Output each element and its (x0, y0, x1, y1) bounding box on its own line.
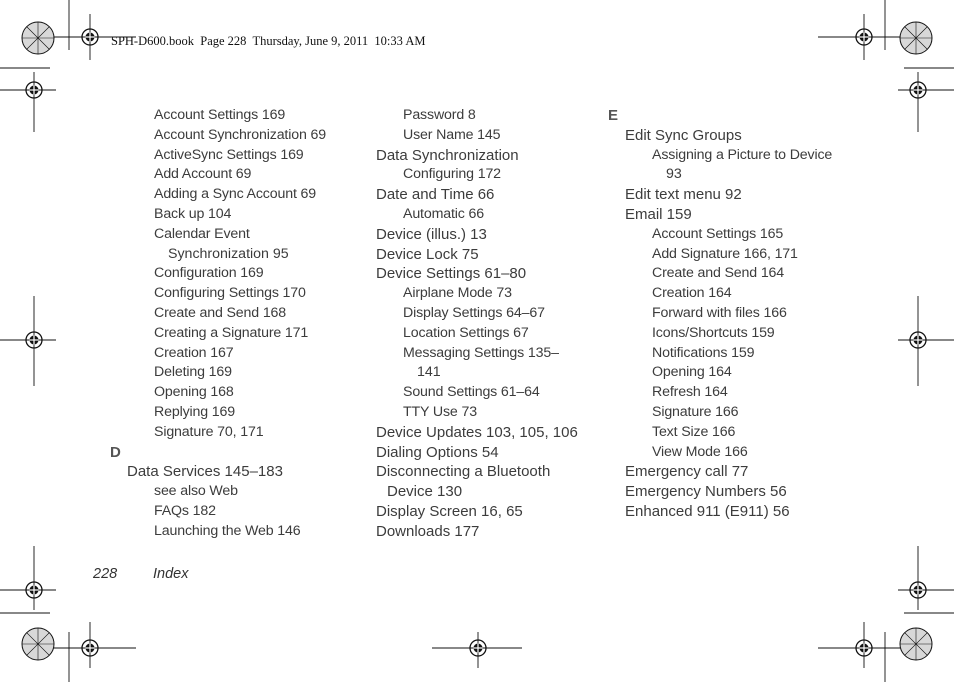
index-entry: Account Synchronization 69 (154, 126, 326, 143)
index-entry: Device 130 (387, 483, 463, 501)
index-entry: Opening 168 (154, 384, 234, 401)
index-entry: Display Screen 16, 65 (376, 502, 523, 520)
index-entry: Emergency Numbers 56 (625, 483, 787, 501)
index-entry: Downloads 177 (376, 522, 480, 540)
index-entry: Add Signature 166, 171 (652, 245, 798, 262)
index-entry: FAQs 182 (154, 502, 216, 519)
index-entry: Deleting 169 (154, 364, 232, 381)
index-entry: Configuration 169 (154, 265, 264, 282)
index-entry: Edit text menu 92 (625, 186, 742, 204)
index-entry: Sound Settings 61–64 (403, 384, 540, 401)
index-entry: Messaging Settings 135– (403, 344, 559, 361)
index-entry: Data Synchronization (376, 146, 519, 164)
index-entry: Calendar Event (154, 225, 250, 242)
index-entry: 141 (417, 364, 441, 381)
index-letter-heading: E (608, 107, 619, 124)
index-entry: Edit Sync Groups (625, 126, 742, 144)
index-entry: Device (illus.) 13 (376, 225, 487, 243)
index-entry: 93 (666, 166, 682, 183)
index-entry: Date and Time 66 (376, 186, 495, 204)
index-entry: Creating a Signature 171 (154, 324, 309, 341)
index-entry: Opening 164 (652, 364, 732, 381)
index-entry: Text Size 166 (652, 423, 736, 440)
section-title: Index (153, 566, 189, 582)
index-entry: Assigning a Picture to Device (652, 146, 833, 163)
index-entry: Display Settings 64–67 (403, 304, 545, 321)
index-entry: User Name 145 (403, 126, 501, 143)
index-entry: Automatic 66 (403, 205, 485, 222)
index-entry: Refresh 164 (652, 384, 728, 401)
index-entry: TTY Use 73 (403, 403, 477, 420)
index-entry: Launching the Web 146 (154, 522, 301, 539)
index-entry: Back up 104 (154, 205, 232, 222)
index-entry: ActiveSync Settings 169 (154, 146, 304, 163)
index-entry: Creation 167 (154, 344, 234, 361)
index-entry: Signature 70, 171 (154, 423, 264, 440)
index-entry: Emergency call 77 (625, 463, 749, 481)
index-entry: Device Settings 61–80 (376, 265, 527, 283)
index-entry: Airplane Mode 73 (403, 285, 512, 302)
index-entry: Dialing Options 54 (376, 443, 499, 461)
index-entry: Replying 169 (154, 403, 236, 420)
index-entry: Account Settings 165 (652, 225, 784, 242)
index-entry: Creation 164 (652, 285, 732, 302)
index-column-1 (110, 106, 360, 542)
page-number: 228 (93, 566, 118, 582)
print-slug-header: SPH-D600.book Page 228 Thursday, June 9, 2011 10:33 AM (111, 34, 426, 48)
index-letter-heading: D (110, 443, 121, 461)
index-entry: Location Settings 67 (403, 324, 529, 341)
index-entry: Adding a Sync Account 69 (154, 186, 317, 203)
index-entry: View Mode 166 (652, 443, 748, 460)
index-entry: see also Web (154, 483, 238, 500)
index-entry: Notifications 159 (652, 344, 755, 361)
index-entry: Password 8 (403, 107, 476, 123)
index-entry: Forward with files 166 (652, 304, 787, 321)
index-column-3 (608, 106, 848, 522)
index-entry: Icons/Shortcuts 159 (652, 324, 775, 341)
index-column-2 (376, 106, 596, 542)
index-entry: Disconnecting a Bluetooth (376, 463, 551, 481)
index-entry: Synchronization 95 (168, 245, 289, 262)
index-entry: Create and Send 168 (154, 304, 287, 321)
index-entry: Account Settings 169 (154, 107, 286, 123)
index-entry: Enhanced 911 (E911) 56 (625, 502, 790, 520)
index-entry: Data Services 145–183 (127, 463, 283, 481)
index-entry: Signature 166 (652, 403, 739, 420)
index-entry: Add Account 69 (154, 166, 252, 183)
index-entry: Device Updates 103, 105, 106 (376, 423, 578, 441)
index-entry: Email 159 (625, 205, 692, 223)
index-entry: Configuring Settings 170 (154, 285, 306, 302)
index-entry: Configuring 172 (403, 166, 501, 183)
index-entry: Create and Send 164 (652, 265, 785, 282)
index-entry: Device Lock 75 (376, 245, 479, 263)
